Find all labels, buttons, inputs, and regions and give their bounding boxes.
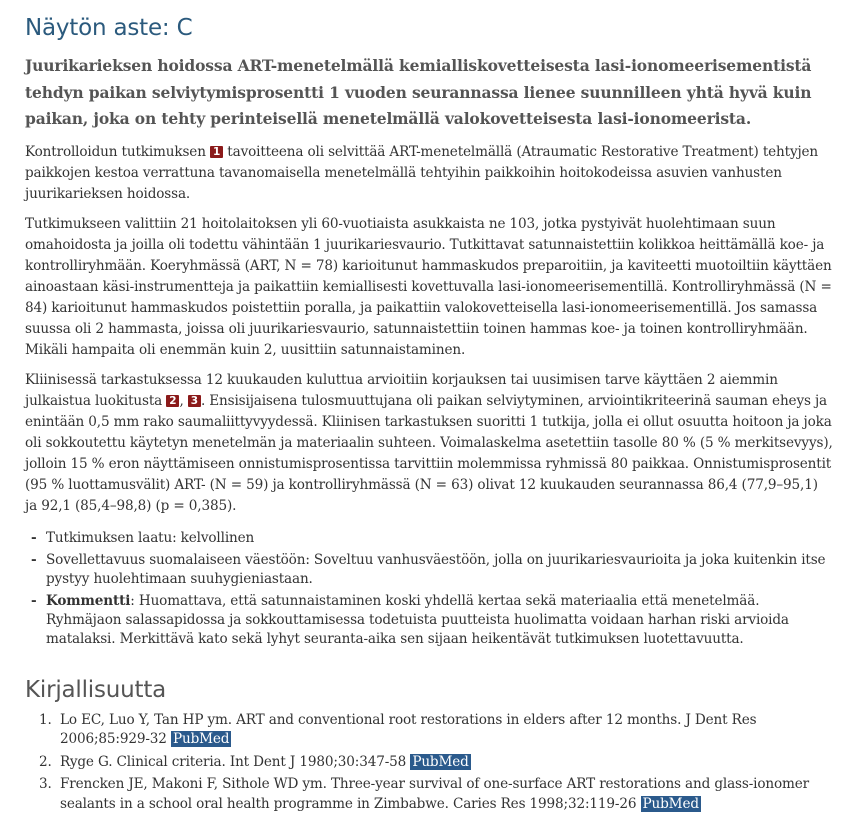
list-item-comment xyxy=(25,592,833,649)
quality-summary-list xyxy=(25,529,833,649)
reference-link-3[interactable]: 3 xyxy=(188,395,201,407)
paragraph-objective xyxy=(25,142,833,205)
reference-link-1[interactable]: 1 xyxy=(210,146,223,158)
references-heading: Kirjallisuutta xyxy=(25,676,167,703)
list-item-applicability xyxy=(25,551,833,589)
dash-bullet: - xyxy=(31,529,37,546)
list-item-quality xyxy=(25,529,833,548)
lead-summary: Juurikarieksen hoidossa ART-menetelmällä kemialliskovetteisesta lasi-ionomeerisementistä tehdyn paikan selviytymisprosentti 1 vuoden seurannassa lienee suunnilleen yhtä hyvä kuin paikan, joka on tehty perinteisellä menetelmällä valokovetteisesta lasi-ionomeerista. xyxy=(25,56,812,128)
reference-item xyxy=(25,753,833,773)
reference-text: Frencken JE, Makoni F, Sithole WD ym. Three-year survival of one-surface ART restorations and glass-ionomer sealants in a school oral health programme in Zimbabwe. Caries Res 1998;32:119-26 xyxy=(60,776,809,812)
reference-link-2[interactable]: 2 xyxy=(166,395,179,407)
reference-text: Ryge G. Clinical criteria. Int Dent J 1980;30:347-58 xyxy=(60,753,411,770)
paragraph-text: Kliinisessä tarkastuksessa 12 kuukauden kuluttua arvioitiin korjauksen tai uusimisen tarve käyttäen 2 aiemmin julkaistua luokitusta xyxy=(25,371,778,409)
comment-label: Kommentti xyxy=(46,592,131,609)
paragraph-methods: Tutkimukseen valittiin 21 hoitolaitoksen yli 60-vuotiaista asukkaista ne 103, jotka pystyivät huolehtimaan suun omahoidosta ja joilla oli todettu vähintään 1 juurikariesvaurio. Tutkittavat satunnaistettiin kolikkoa heittämällä koe- ja kontrolliryhmään. Koeryhmässä (ART, N = 78) karioitunut hammaskudos preparoitiin, ja kaviteetti muotoiltiin käyttäen ainoastaan käsi-instrumentteja ja paikattiin kemiallisesti kovettuvalla lasi-ionomeerisementillä. Kontrolliryhmässä (N = 84) karioitunut hammaskudos poistettiin poralla, ja paikattiin valokovetteisella lasi-ionomeerisementillä. Jos samassa suussa oli 2 hammasta, joissa oli juurikariesvaurio, satunnaistettiin toinen hammas koe- ja toinen kontrolliryhmään. Mikäli hampaita oli enemmän kuin 2, uusittiin satunnaistaminen. xyxy=(25,215,832,358)
dash-bullet: - xyxy=(31,551,37,568)
article xyxy=(25,0,833,817)
paragraph-results xyxy=(25,370,833,517)
pubmed-link[interactable]: PubMed xyxy=(642,795,699,812)
reference-text: Lo EC, Luo Y, Tan HP ym. ART and conventional root restorations in elders after 12 months. J Dent Res 2006;85:929-32 xyxy=(60,711,757,747)
pubmed-link[interactable]: PubMed xyxy=(412,753,469,770)
reference-number: 2. xyxy=(39,753,52,770)
dash-bullet: - xyxy=(31,592,37,609)
comment-text: : Huomattava, että satunnaistaminen koski yhdellä kertaa sekä materiaalia että menetelmää. Ryhmäjaon salassapidossa ja sokkouttamisessa todetuista puutteista huolimatta voidaan harhan riski arvioida matalaksi. Merkittävä kato sekä lyhyt seuranta-aika sen sijaan heikentävät tutkimuksen luotettavuutta. xyxy=(46,592,789,647)
reference-number: 3. xyxy=(39,776,52,792)
references-list xyxy=(25,711,833,815)
quality-text: Tutkimuksen laatu: kelvollinen xyxy=(46,529,255,546)
paragraph-text: . Ensisijaisena tulosmuuttujana oli paikan selviytyminen, arviointikriteerinä sauman eheys ja enintään 0,5 mm rako saumaliittyvyydessä. Kliinisen tarkastuksen suoritti 1 tutkija, jolla ei ollut osuutta hoitoon ja joka oli sokkoutettu käytetyn menetelmän ja materiaalin suhteen. Voimalaskelma asetettiin tasolle 80 % (5 % merkitsevyys), jolloin 15 % eron näyttämiseen onnistumisprosentissa tarvittiin molemmissa ryhmissä 80 paikkaa. Onnistumisprosentit (95 % luottamusvälit) ART- (N = 59) ja kontrolliryhmässä (N = 63) olivat 12 kuukauden seurannassa 86,4 (77,9–95,1) ja 92,1 (85,4–98,8) (p = 0,385). xyxy=(25,392,833,514)
reference-item xyxy=(25,711,833,750)
reference-separator: , xyxy=(179,392,188,409)
paragraph-text: Kontrolloidun tutkimuksen xyxy=(25,143,210,160)
reference-number: 1. xyxy=(39,711,52,728)
pubmed-link[interactable]: PubMed xyxy=(172,731,230,747)
paragraph-text: tavoitteena oli selvittää ART-menetelmällä (Atraumatic Restorative Treatment) tehtyjen paikkojen kestoa verrattuna tavanomaisella menetelmällä tehtyihin paikkoihin hoitokodeissa asuvien vanhusten juurikarieksen hoidossa. xyxy=(25,143,819,202)
applicability-text: Sovellettavuus suomalaiseen väestöön: Soveltuu vanhusväestöön, jolla on juurikariesvaurioita ja joka kuitenkin itse pystyy huolehtimaan suuhygieniastaan. xyxy=(46,551,826,587)
reference-item xyxy=(25,775,833,814)
evidence-grade-heading: Näytön aste: C xyxy=(25,15,193,41)
